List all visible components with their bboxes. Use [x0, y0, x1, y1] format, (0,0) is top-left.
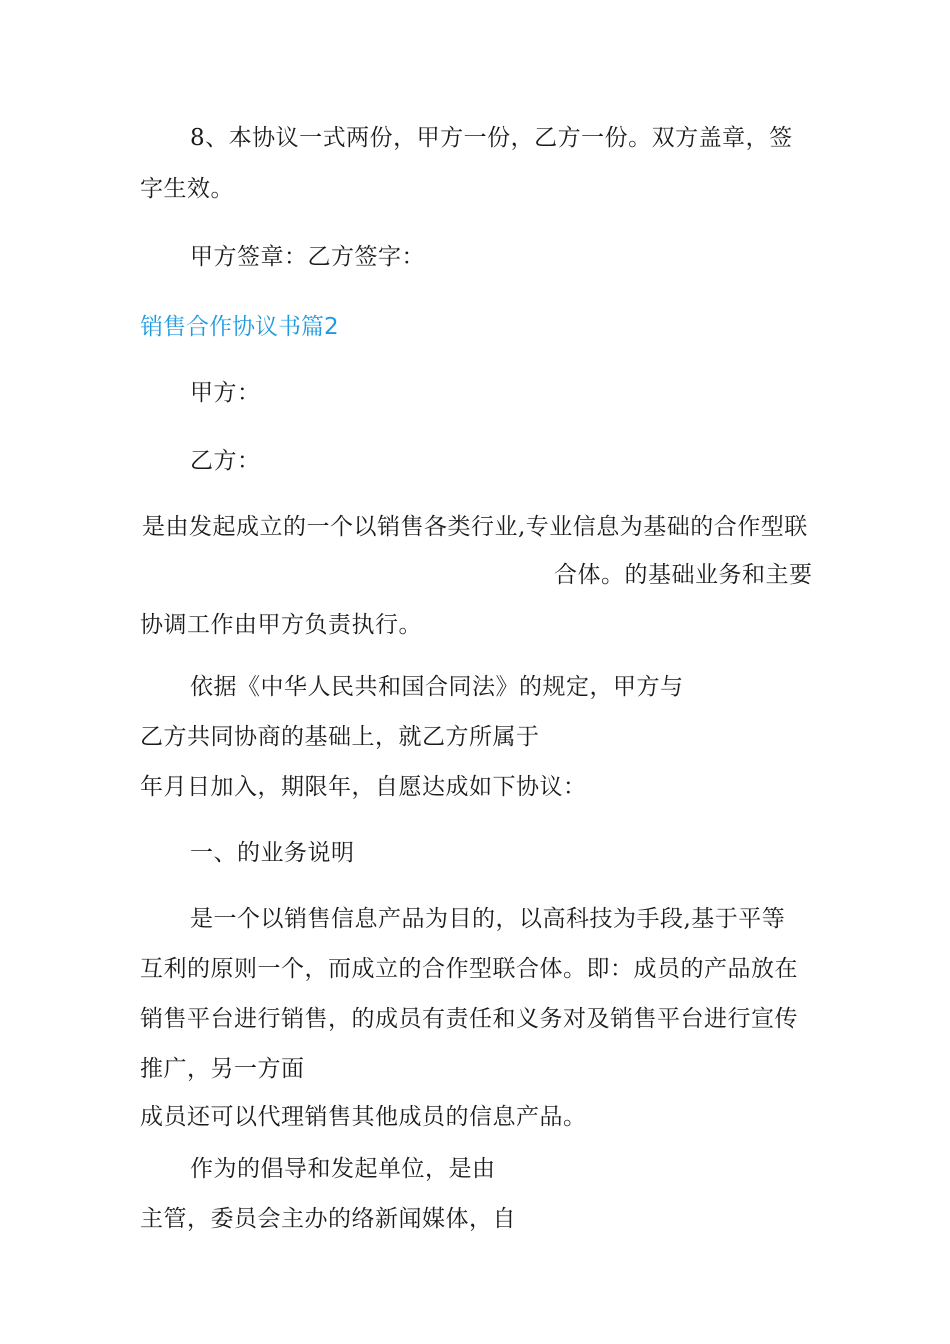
business-line-3: 销售平台进行销售，的成员有责任和义务对及销售平台进行宣传 — [140, 1006, 798, 1032]
clause-8-line-1: 8、本协议一式两份，甲方一份，乙方一份。双方盖章，签 — [190, 125, 793, 151]
section-heading: 销售合作协议书篇2 — [140, 314, 339, 340]
signature-line: 甲方签章：乙方签字： — [190, 244, 425, 270]
business-line-5: 成员还可以代理销售其他成员的信息产品。 — [140, 1104, 587, 1130]
business-line-1: 是一个以销售信息产品为目的，以高科技为手段,基于平等 — [190, 906, 786, 932]
clause-8-line-2: 字生效。 — [140, 176, 234, 202]
section-1-title: 一、的业务说明 — [190, 840, 355, 866]
basis-line-1: 依据《中华人民共和国合同法》的规定，甲方与 — [190, 674, 684, 700]
party-b-label: 乙方： — [190, 448, 261, 474]
initiator-line-1: 作为的倡导和发起单位，是由 — [190, 1156, 496, 1182]
intro-line-1: 是由发起成立的一个以销售各类行业,专业信息为基础的合作型联 — [142, 514, 808, 540]
business-line-2: 互利的原则一个，而成立的合作型联合体。即：成员的产品放在 — [140, 956, 798, 982]
basis-line-2: 乙方共同协商的基础上，就乙方所属于 — [140, 724, 540, 750]
initiator-line-2: 主管，委员会主办的络新闻媒体，自 — [140, 1206, 516, 1232]
intro-line-3: 协调工作由甲方负责执行。 — [140, 612, 422, 638]
intro-line-2: 合体。的基础业务和主要 — [554, 562, 813, 588]
basis-line-3: 年月日加入，期限年，自愿达成如下协议： — [140, 774, 587, 800]
business-line-4: 推广，另一方面 — [140, 1056, 305, 1082]
party-a-label: 甲方： — [190, 380, 261, 406]
